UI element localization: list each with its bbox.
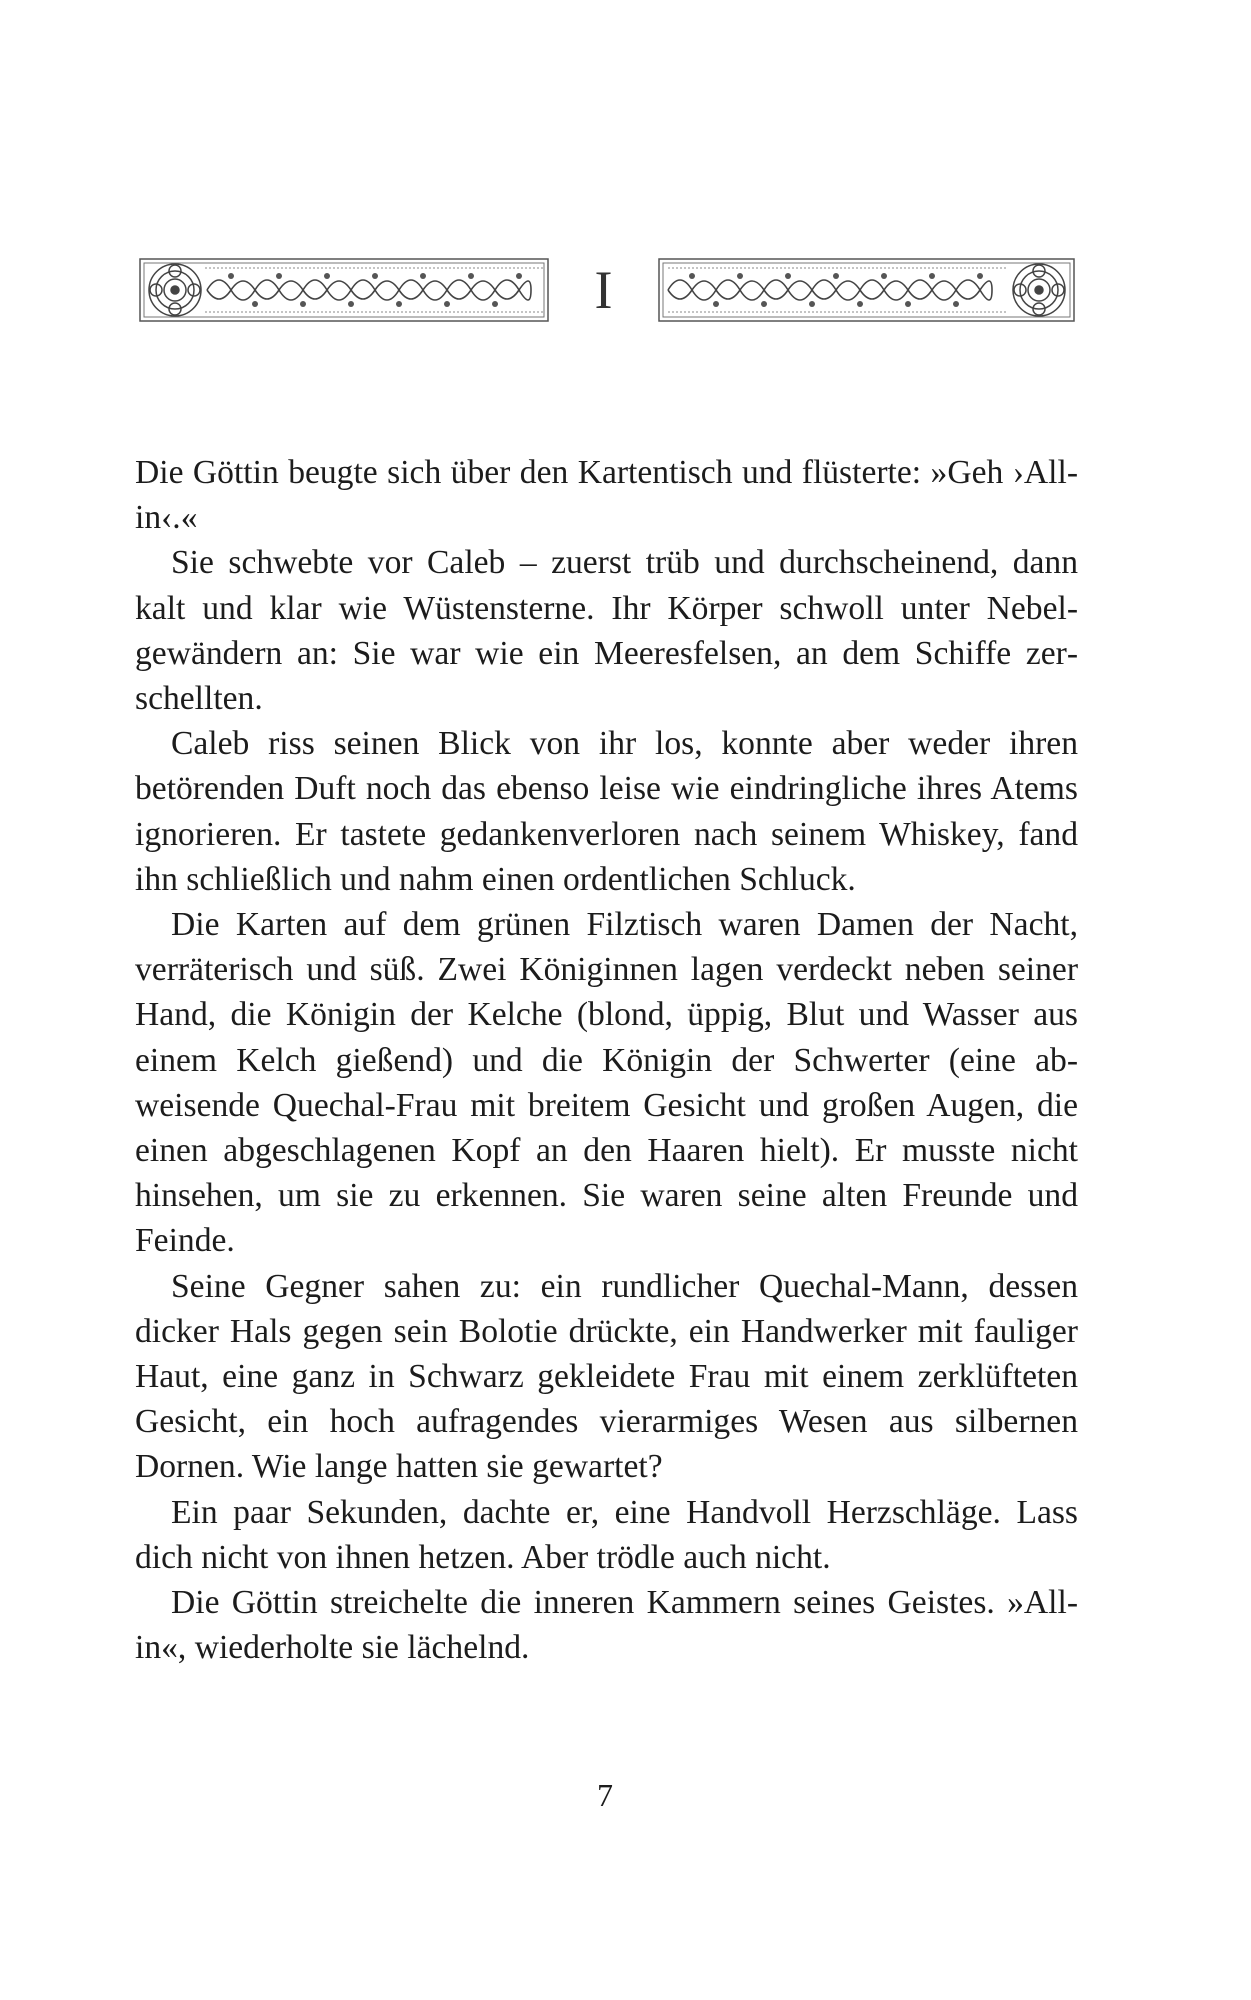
chapter-number: I bbox=[594, 260, 613, 320]
paragraph: Die Göttin streichelte die inneren Kammern seines Geistes. »All-in«, wiederholte sie lächelnd. bbox=[135, 1584, 1078, 1667]
paragraph: Die Göttin beugte sich über den Kartentisch und flüsterte: »Geh ›All-in‹.« bbox=[135, 454, 1078, 537]
chapter-body-text bbox=[135, 450, 1078, 1670]
paragraph: Die Karten auf dem grünen Filztisch waren Damen der Nacht, verräterisch und süß. Zwei Königinnen lagen verdeckt neben seiner Hand, die Königin der Kelche (blond, üppig, Blut und Wasser aus einem Kelch gießend) und die Königin der Schwerter (eine abweisende Quechal-Frau mit breitem Gesicht und großen Augen, die einen abgeschlagenen Kopf an den Haaren hielt). Er musste nicht hinsehen, um sie zu erkennen. Sie waren seine alten Freunde und Feinde. bbox=[135, 906, 1078, 1260]
page-number: 7 bbox=[597, 1777, 613, 1813]
paragraph: Ein paar Sekunden, dachte er, eine Handvoll Herzschläge. Lass dich nicht von ihnen hetzen. Aber trödle auch nicht. bbox=[135, 1493, 1078, 1576]
paragraph: Sie schwebte vor Caleb – zuerst trüb und durchscheinend, dann kalt und klar wie Wüstensterne. Ihr Körper schwoll unter Nebelgewändern an: Sie war wie ein Meeresfelsen, an dem Schiffe zerschellten. bbox=[135, 544, 1078, 718]
paragraph: Caleb riss seinen Blick von ihr los, konnte aber weder ihren betörenden Duft noch das ebenso leise wie eindringliche ihres Atems ignorieren. Er tastete gedankenverloren nach seinem Whiskey, fand ihn schließlich und nahm einen ordentlichen Schluck. bbox=[135, 725, 1078, 898]
left-ornament-border bbox=[139, 256, 549, 324]
chapter-header bbox=[139, 250, 1075, 330]
paragraph: Seine Gegner sahen zu: ein rundlicher Quechal-Mann, dessen dicker Hals gegen sein Bolotie drückte, ein Handwerker mit fauliger Haut, eine ganz in Schwarz gekleidete Frau mit einem zerklüfteten Gesicht, ein hoch aufragendes vierarmiges Wesen aus silbernen Dornen. Wie lange hatten sie gewartet? bbox=[135, 1267, 1078, 1486]
right-ornament-border bbox=[658, 256, 1075, 324]
